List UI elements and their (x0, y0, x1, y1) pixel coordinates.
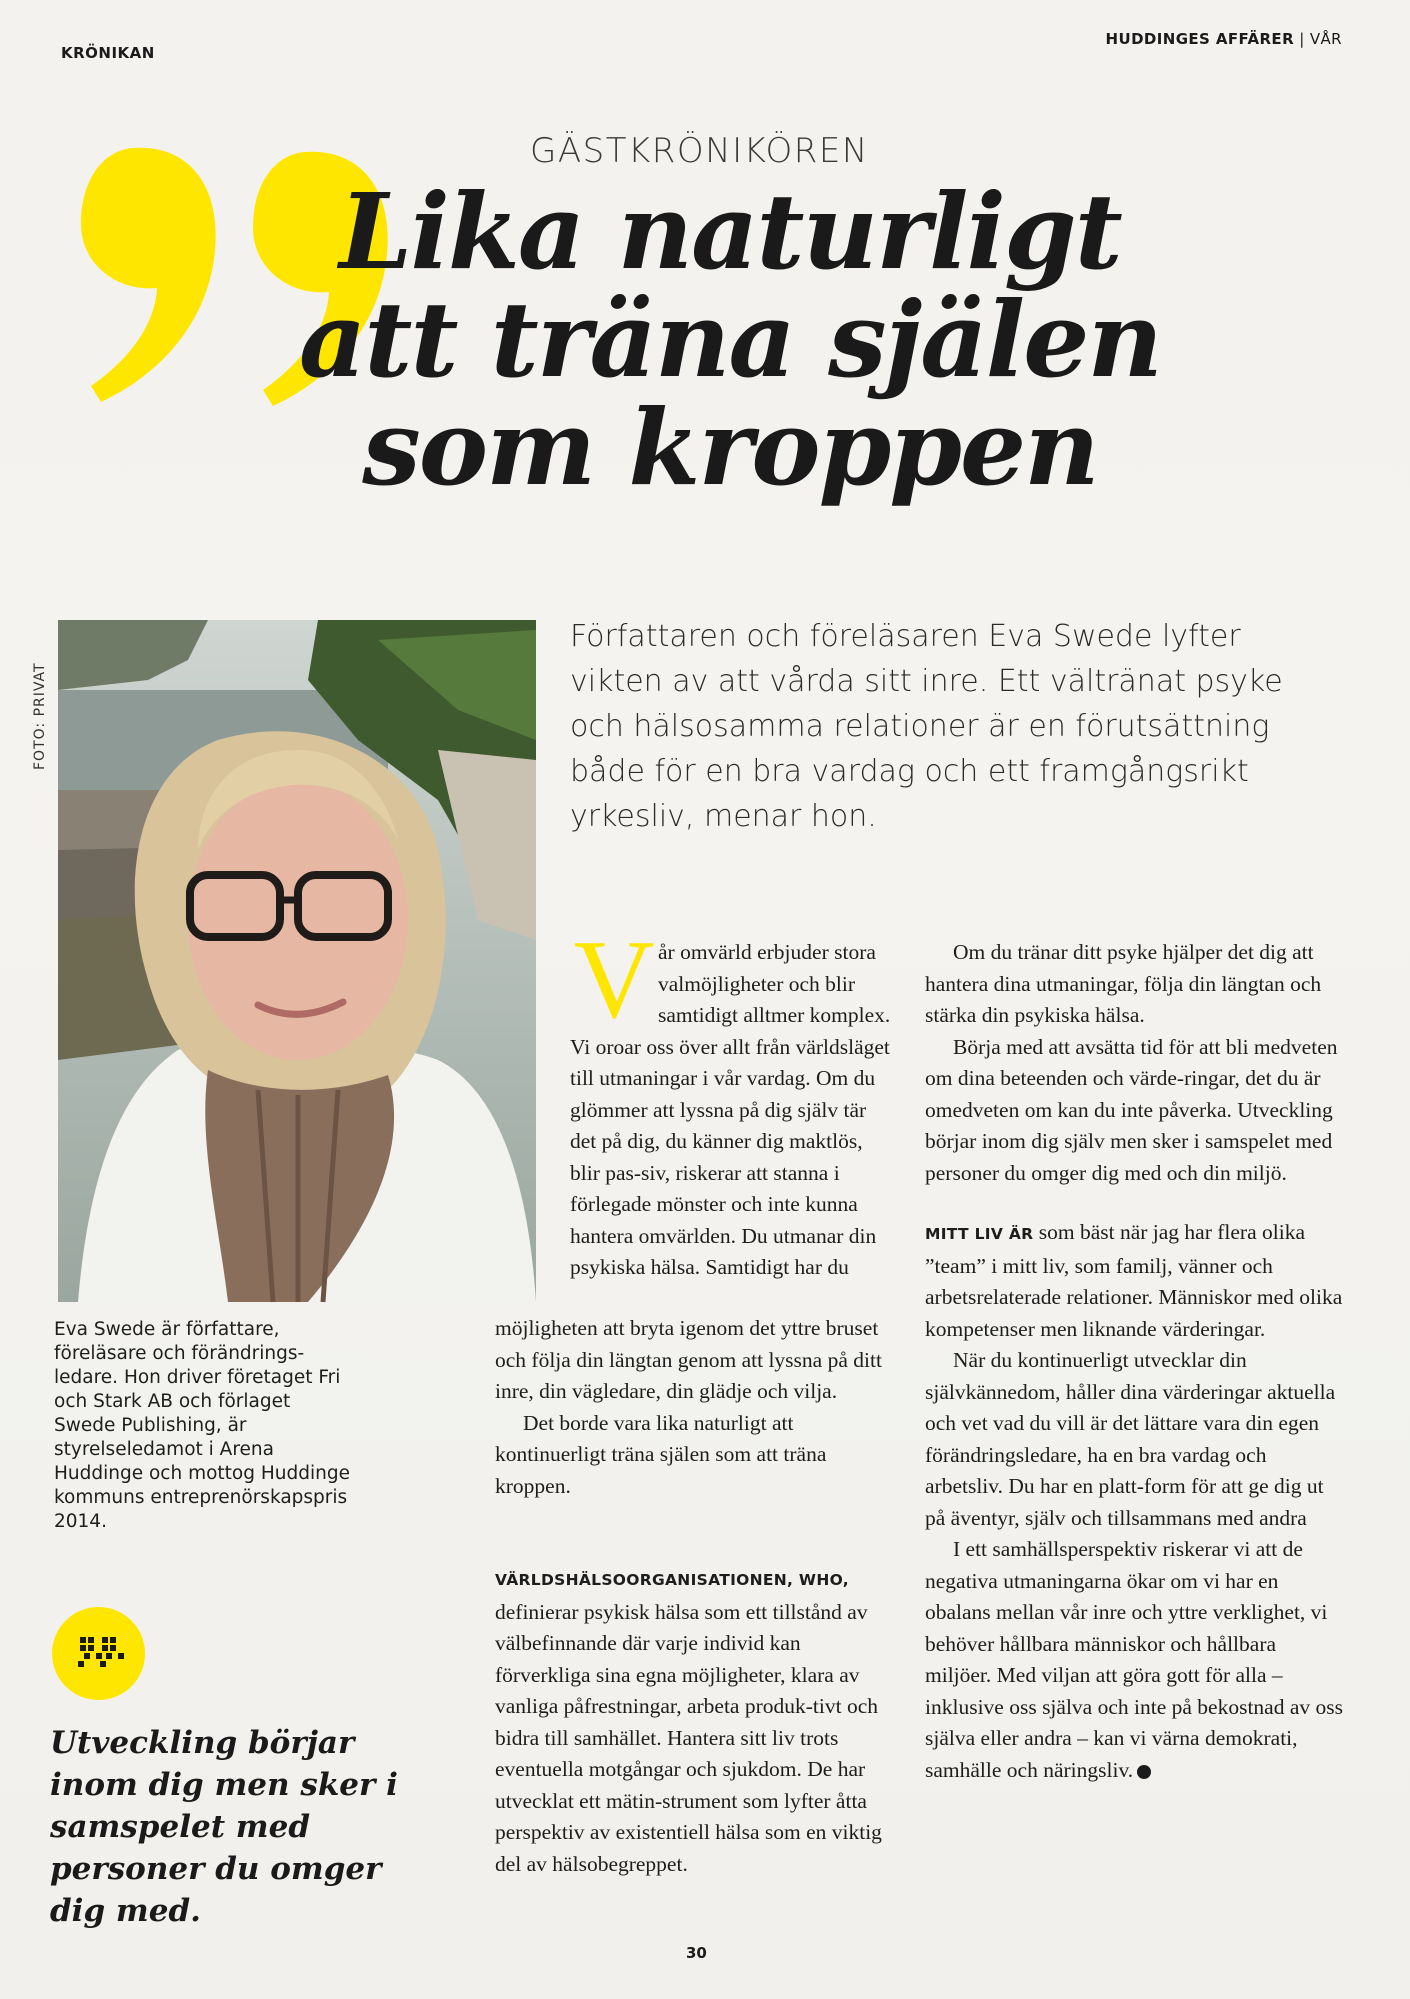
author-portrait-photo (58, 620, 536, 1302)
article-column-2 (925, 937, 1345, 1786)
paragraph-2: Det borde vara lika naturligt att kontinuerligt träna själen som att träna kroppen. (495, 1410, 827, 1498)
drop-cap-letter: V (573, 918, 655, 1042)
column-kicker: GÄSTKRÖNIKÖREN (530, 131, 869, 171)
end-mark-icon (1137, 1765, 1151, 1779)
quote-icon (52, 1607, 145, 1700)
photo-credit-text: FOTO: PRIVAT (32, 662, 48, 770)
paragraph-6 (925, 1217, 1345, 1345)
article-column-1-lower (495, 1313, 892, 1502)
page-number: 30 (686, 1944, 707, 1962)
paragraph-8-body: I ett samhällsperspektiv riskerar vi att de negativa utmaningarna ökar om vi har en obalans mellan vår inre och yttre verklighet, vi behöver hållbara människor och hållbara miljöer. Med viljan att göra gott för alla – inklusive oss själva och inte på bekostnad av oss själva eller andra – kan vi värna demokrati, samhälle och näringsliv. (925, 1537, 1343, 1782)
paragraph-5: Börja med att avsätta tid för att bli medveten om dina beteenden och värde-ringar, det du är omedveten om kan du inte påverka. Utveckling börjar inom dig själv men sker i samspelet med personer du omger dig med och din miljö. (925, 1034, 1338, 1185)
paragraph-6-body: som bäst när jag har flera olika ”team” i mitt liv, som familj, vänner och arbetsrelaterade relationer. Människor med olika kompetenser men liknande värderingar. (925, 1220, 1343, 1341)
article-lead: Författaren och föreläsaren Eva Swede lyfter vikten av att vårda sitt inre. Ett vältränat psyke och hälsosamma relationer är en förutsättning både för en bra vardag och ett framgångsrikt yrkesliv, menar hon. (570, 619, 1283, 834)
mitt-liv-runin: MITT LIV ÄR (925, 1225, 1034, 1243)
section-label: KRÖNIKAN (61, 44, 155, 62)
photo-caption: Eva Swede är författare, föreläsare och förändrings-ledare. Hon driver företaget Fri och Stark AB och förlaget Swede Publishing, är styrelseledamot i Arena Huddinge och mottog Huddinge kommuns entreprenörskapspris 2014. (54, 1319, 350, 1532)
headline-line-1: Lika naturligt (339, 170, 1121, 293)
paragraph-3: definierar psykisk hälsa som ett tillstånd av välbefinnande där varje individ kan förverkliga sina egna möjligheter, klara av vanliga påfrestningar, arbeta produk-tivt och bidra till samhället. Hantera sitt liv trots eventuella motgångar och sjukdom. De har utvecklat ett mätin-strument som lyfter åtta perspektiv av existentiell hälsa som en viktig del av hälsobegreppet. (495, 1599, 882, 1876)
pull-quote: Utveckling börjar inom dig men sker i samspelet med personer du omger dig med. (50, 1725, 398, 1929)
who-runin: VÄRLDSHÄLSOORGANISATIONEN, WHO, (495, 1571, 849, 1589)
paragraph-1-opening: år omvärld erbjuder stora valmöjligheter och blir samtidigt alltmer (658, 940, 876, 1027)
header-separator: | (1299, 30, 1305, 48)
paragraph-8 (925, 1534, 1345, 1786)
headline-line-2: att träna själen (299, 278, 1161, 401)
publication-name: HUDDINGES AFFÄRER (1105, 30, 1295, 48)
portrait-illustration (58, 620, 536, 1302)
who-paragraph (495, 1565, 900, 1880)
season-label: VÅR (1309, 30, 1342, 48)
paragraph-1-continued: möjligheten att bryta igenom det yttre bruset och följa din längtan genom att lyssna på ditt inre, din vägledare, din glädje och vilja. (495, 1316, 882, 1403)
quote-badge (52, 1607, 145, 1700)
article-column-1 (570, 918, 892, 1284)
paragraph-7: När du kontinuerligt utvecklar din självkännedom, håller dina värderingar aktuella och vet vad du vill är det lättare vara din egen förändringsledare, ha en bra vardag och arbetsliv. Du har en platt-form för att ge dig ut på äventyr, själv och tillsammans med andra (925, 1348, 1336, 1530)
paragraph-4: Om du tränar ditt psyke hjälper det dig att hantera dina utmaningar, följa din längtan och stärka din psykiska hälsa. (925, 940, 1322, 1027)
drop-cap (573, 918, 655, 1042)
photo-credit (32, 620, 52, 770)
headline-line-3: som kroppen (362, 386, 1098, 509)
paragraph-1-body: komplex. Vi oroar oss över allt från världsläget till utmaningar i vår vardag. Om du glömmer att lyssna på dig själv tär det på dig, du känner dig maktlös, blir pas-siv, riskerar att stanna i förlegade mönster och inte kunna hantera omvärlden. Du utmanar din psykiska hälsa. Samtidigt har du (570, 1003, 891, 1279)
publication-header (1106, 30, 1342, 48)
headline (150, 170, 1310, 509)
